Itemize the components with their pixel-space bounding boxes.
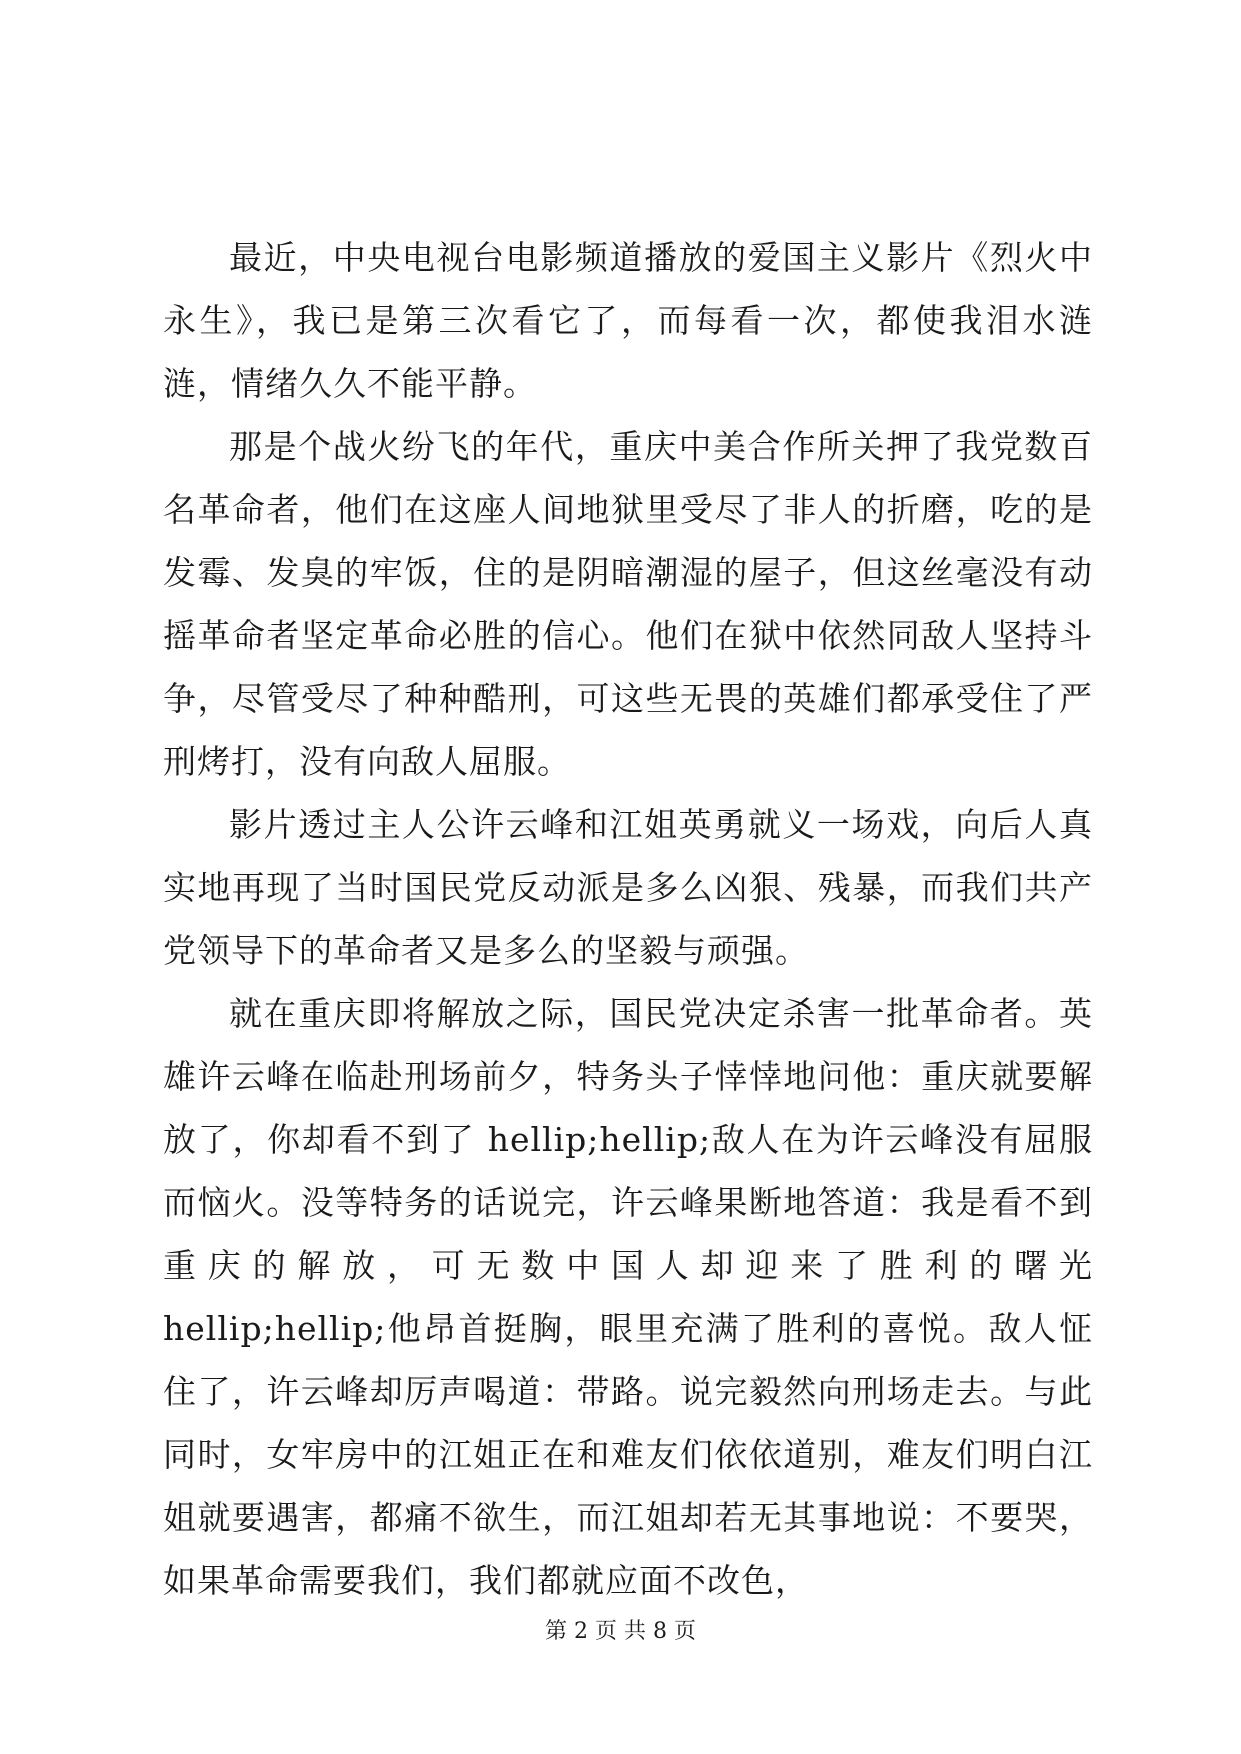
- paragraph: 那是个战火纷飞的年代，重庆中美合作所关押了我党数百名革命者，他们在这座人间地狱里受尽了非人的折磨，吃的是发霉、发臭的牢饭，住的是阴暗潮湿的屋子，但这丝毫没有动摇革命者坚定革命必胜的信心。他们在狱中依然同敌人坚持斗争，尽管受尽了种种酷刑，可这些无畏的英雄们都承受住了严刑烤打，没有向敌人屈服。: [163, 427, 1093, 781]
- paragraph: 最近，中央电视台电影频道播放的爱国主义影片《烈火中永生》，我已是第三次看它了，而每看一次，都使我泪水涟涟，情绪久久不能平静。: [163, 238, 1093, 403]
- page-footer: 第 2 页 共 8 页: [545, 1619, 696, 1644]
- paragraph: 就在重庆即将解放之际，国民党决定杀害一批革命者。英雄许云峰在临赴刑场前夕，特务头子悻悻地问他：重庆就要解放了，你却看不到了 hellip;hellip;敌人在为许云峰没有屈服而恼火。没等特务的话说完，许云峰果断地答道：我是看不到重庆的解放，可无数中国人却迎来了胜利的曙光 hellip;hellip;他昂首挺胸，眼里充满了胜利的喜悦。敌人怔住了，许云峰却厉声喝道：带路。说完毅然向刑场走去。与此同时，女牢房中的江姐正在和难友们依依道别，难友们明白江姐就要遇害，都痛不欲生，而江姐却若无其事地说：不要哭，如果革命需要我们，我们都就应面不改色，: [163, 994, 1093, 1600]
- body-text: [163, 226, 1093, 1612]
- paragraph: 影片透过主人公许云峰和江姐英勇就义一场戏，向后人真实地再现了当时国民党反动派是多么凶狠、残暴，而我们共产党领导下的革命者又是多么的坚毅与顽强。: [163, 805, 1093, 970]
